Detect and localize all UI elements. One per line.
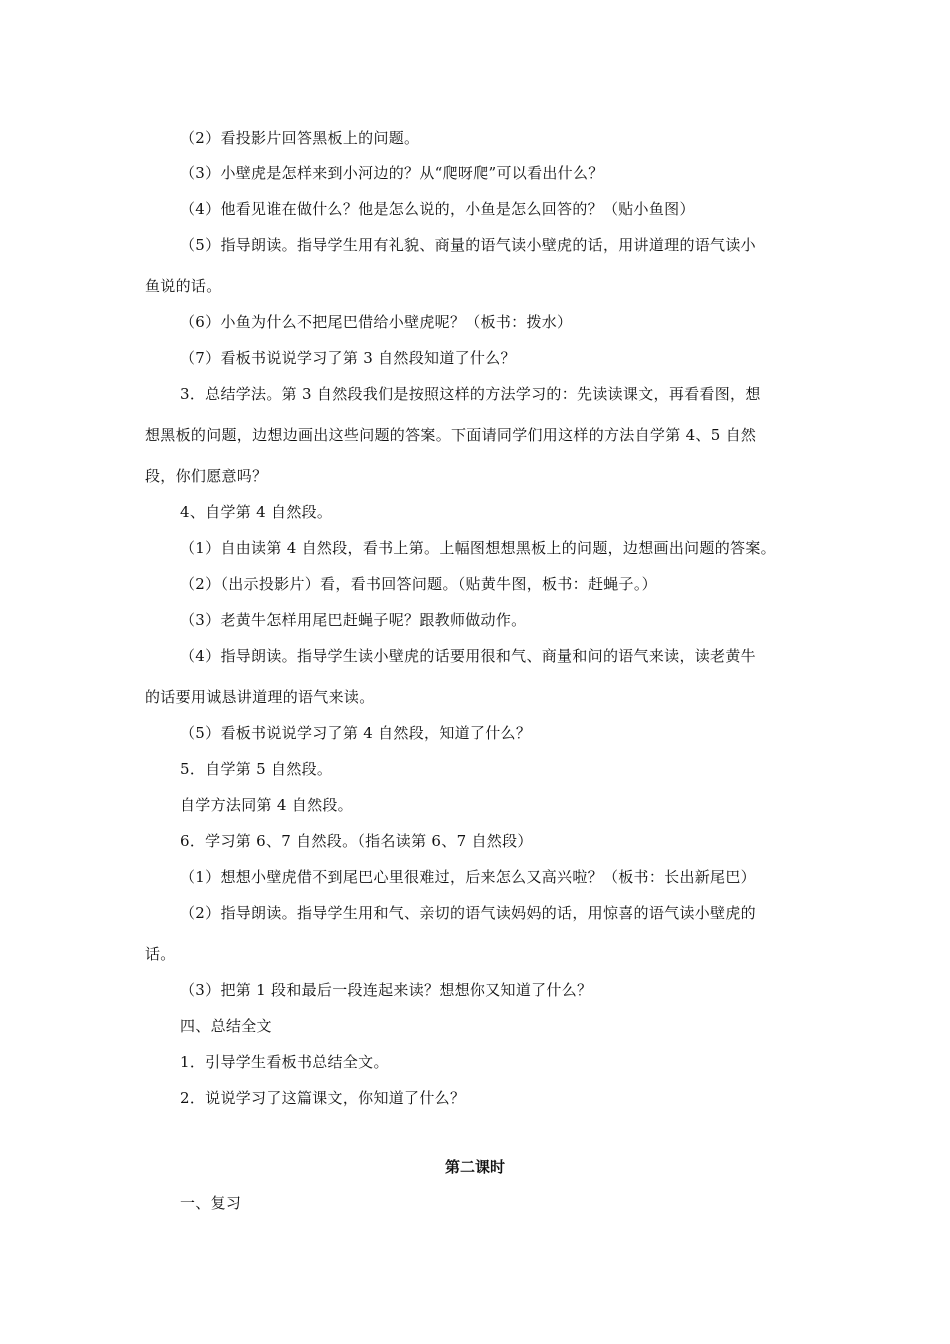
paragraph-line: 鱼说的话。	[145, 277, 222, 295]
paragraph-line: 3．总结学法。第 3 自然段我们是按照这样的方法学习的：先读读课文，再看看图，想	[180, 385, 761, 403]
paragraph-line: （6）小鱼为什么不把尾巴借给小壁虎呢？（板书：拨水）	[180, 313, 573, 331]
paragraph-line: （2）看投影片回答黑板上的问题。	[180, 129, 420, 147]
paragraph-line: （5）看板书说说学习了第 4 自然段，知道了什么？	[180, 724, 532, 742]
paragraph-line: 6．学习第 6、7 自然段。（指名读第 6、7 自然段）	[180, 832, 533, 850]
paragraph-line: （2）（出示投影片）看，看书回答问题。（贴黄牛图，板书：赶蝇子。）	[180, 575, 657, 593]
paragraph-line: （7）看板书说说学习了第 3 自然段知道了什么？	[180, 349, 516, 367]
paragraph-line: 4、自学第 4 自然段。	[180, 503, 333, 521]
paragraph-line: （3）老黄牛怎样用尾巴赶蝇子呢？跟教师做动作。	[180, 611, 527, 629]
paragraph-line: （4）他看见谁在做什么？他是怎么说的，小鱼是怎么回答的？（贴小鱼图）	[180, 200, 695, 218]
paragraph-line: （5）指导朗读。指导学生用有礼貌、商量的语气读小壁虎的话，用讲道理的语气读小	[180, 236, 756, 254]
section-title: 第二课时	[444, 1158, 505, 1176]
paragraph-line: 的话要用诚恳讲道理的语气来读。	[145, 688, 375, 706]
paragraph-line: 话。	[145, 945, 176, 963]
paragraph-line: （3）把第 1 段和最后一段连起来读？想想你又知道了什么？	[180, 981, 593, 999]
paragraph-line: （4）指导朗读。指导学生读小壁虎的话要用很和气、商量和问的语气来读，读老黄牛	[180, 647, 756, 665]
paragraph-line: （1）自由读第 4 自然段，看书上第。上幅图想想黑板上的问题，边想画出问题的答案。	[180, 539, 776, 557]
paragraph-line: （3）小壁虎是怎样来到小河边的？从“爬呀爬”可以看出什么？	[180, 164, 604, 182]
paragraph-line: 2．说说学习了这篇课文，你知道了什么？	[180, 1089, 466, 1107]
paragraph-line: 四、总结全文	[180, 1017, 272, 1035]
paragraph-line: 5．自学第 5 自然段。	[180, 760, 333, 778]
paragraph-line: 自学方法同第 4 自然段。	[180, 796, 353, 814]
paragraph-line: 段，你们愿意吗？	[145, 467, 268, 485]
paragraph-line: 一、复习	[180, 1194, 242, 1212]
paragraph-line: 1．引导学生看板书总结全文。	[180, 1053, 389, 1071]
paragraph-line: 想黑板的问题，边想边画出这些问题的答案。下面请同学们用这样的方法自学第 4、5 自然	[145, 426, 757, 444]
paragraph-line: （1）想想小壁虎借不到尾巴心里很难过，后来怎么又高兴啦？（板书：长出新尾巴）	[180, 868, 756, 886]
paragraph-line: （2）指导朗读。指导学生用和气、亲切的语气读妈妈的话，用惊喜的语气读小壁虎的	[180, 904, 756, 922]
